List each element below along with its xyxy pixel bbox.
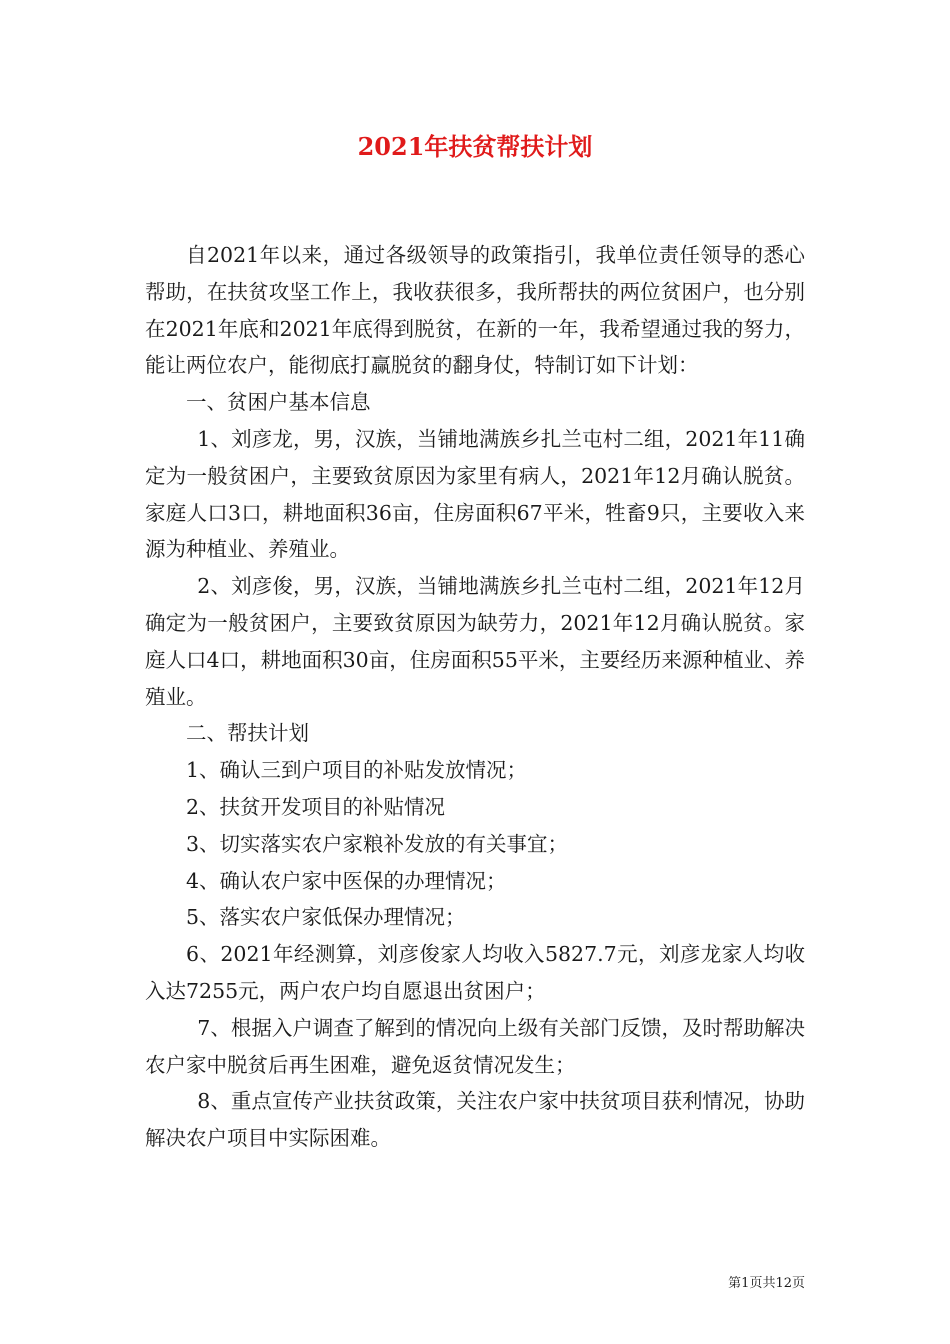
- plan-item-8: 8、重点宣传产业扶贫政策，关注农户家中扶贫项目获利情况，协助解决农户项目中实际困难。: [145, 1089, 805, 1151]
- document-body: [145, 237, 805, 1157]
- plan-item-3: 3、切实落实农户家粮补发放的有关事宜；: [186, 831, 569, 856]
- plan-item-5: 5、落实农户家低保办理情况；: [186, 905, 466, 930]
- household-1-paragraph: 1、刘彦龙，男，汉族，当铺地满族乡扎兰屯村二组，2021年11确定为一般贫困户，主要致贫原因为家里有病人，2021年12月确认脱贫。家庭人口3口，耕地面积36亩，住房面积67平米，牲畜9只，主要收入来源为种植业、养殖业。: [145, 426, 805, 562]
- section-heading-basic-info: 一、贫困户基本信息: [186, 390, 371, 415]
- document-title: 2021年扶贫帮扶计划: [357, 132, 593, 161]
- page-number-footer: 第1页共12页: [728, 1276, 805, 1291]
- plan-item-2: 2、扶贫开发项目的补贴情况: [186, 794, 446, 819]
- plan-item-6: 6、2021年经测算，刘彦俊家人均收入5827.7元，刘彦龙家人均收入达7255元，两户农户均自愿退出贫困户；: [145, 942, 805, 1003]
- section-heading-plan: 二、帮扶计划: [186, 721, 309, 746]
- plan-item-4: 4、确认农户家中医保的办理情况；: [186, 868, 507, 893]
- intro-paragraph: 自2021年以来，通过各级领导的政策指引，我单位责任领导的悉心帮助，在扶贫攻坚工作上，我收获很多，我所帮扶的两位贫困户，也分别在2021年底和2021年底得到脱贫，在新的一年，我希望通过我的努力，能让两位农户，能彻底打赢脱贫的翻身仗，特制订如下计划：: [145, 243, 805, 378]
- plan-item-7: 7、根据入户调查了解到的情况向上级有关部门反馈，及时帮助解决农户家中脱贫后再生困难，避免返贫情况发生；: [145, 1015, 805, 1077]
- household-2-paragraph: 2、刘彦俊，男，汉族，当铺地满族乡扎兰屯村二组，2021年12月确定为一般贫困户，主要致贫原因为缺劳力，2021年12月确认脱贫。家庭人口4口，耕地面积30亩，住房面积55平米，主要经历来源种植业、养殖业。: [145, 574, 805, 709]
- plan-item-1: 1、确认三到户项目的补贴发放情况；: [186, 758, 528, 783]
